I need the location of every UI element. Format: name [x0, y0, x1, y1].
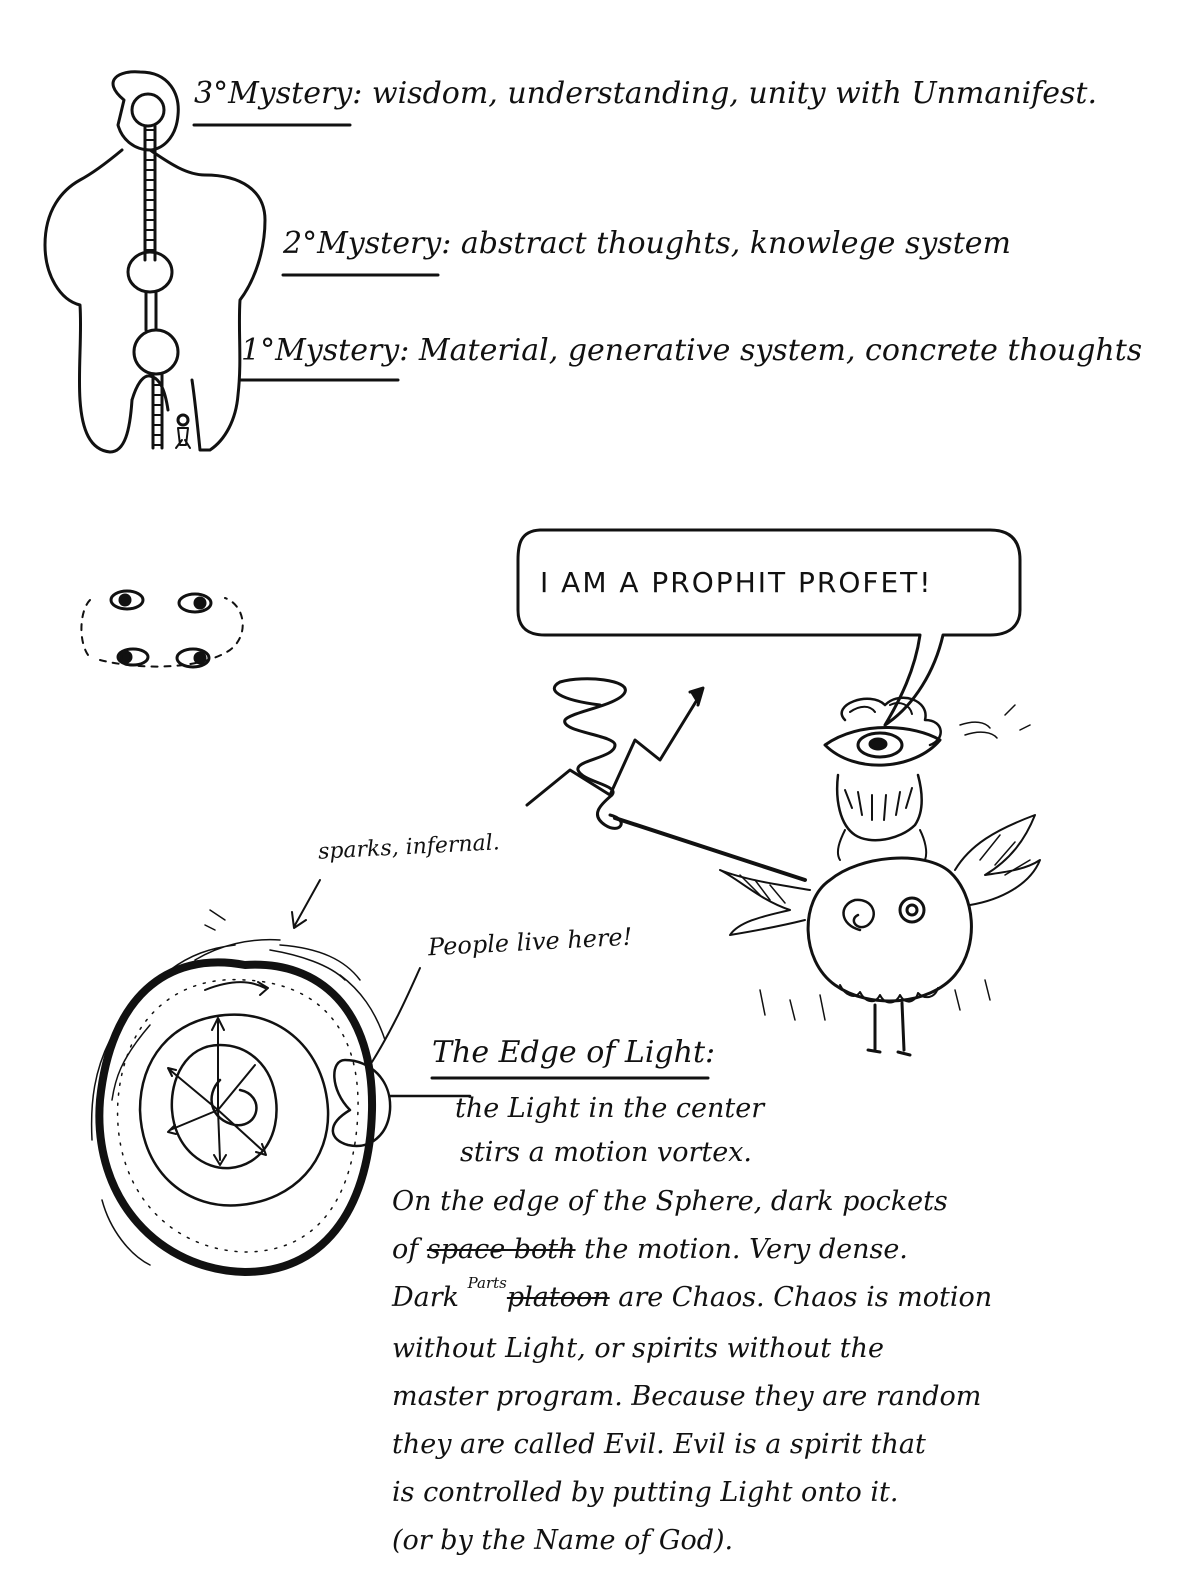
mystery-1-sep: :: [399, 333, 410, 368]
edge-of-light-title: The Edge of Light:: [432, 1035, 716, 1070]
mystery-2-name: Mystery: [317, 226, 442, 261]
edge-line-5-post: are Chaos. Chaos is motion: [609, 1282, 993, 1313]
vortex-arrow-doodle: [527, 679, 703, 829]
people-label: People live here!: [427, 922, 633, 962]
mystery-3-desc: wisdom, understanding, unity with Unmanifest.: [362, 76, 1098, 111]
edge-paragraph: [392, 1178, 1132, 1565]
edge-line-5: [392, 1274, 1132, 1325]
sparks-label: sparks, infernal.: [317, 830, 501, 865]
bird-prophet: [615, 698, 1040, 1055]
edge-line-3: On the edge of the Sphere, dark pockets: [392, 1186, 948, 1217]
mystery-2-desc: abstract thoughts, knowlege system: [451, 226, 1011, 261]
mystery-3-sep: :: [352, 76, 363, 111]
edge-line-5-strike: platoon: [506, 1282, 610, 1313]
edge-line-4-strike: space both: [426, 1234, 576, 1265]
speech-bubble-text: I AM A PROPHIT PROFET!: [540, 566, 933, 599]
edge-line-4: [392, 1226, 1132, 1274]
edge-line-5-insert: Parts: [467, 1274, 507, 1292]
mystery-1-level: 1°: [241, 333, 276, 368]
mystery-2-text: [283, 226, 1011, 261]
mystery-1-desc: Material, generative system, concrete thoughts: [409, 333, 1143, 368]
edge-line-8: they are called Evil. Evil is a spirit that: [392, 1429, 926, 1460]
mystery-1-name: Mystery: [275, 333, 400, 368]
edge-line-6: without Light, or spirits without the: [392, 1333, 884, 1364]
edge-line-9: is controlled by putting Light onto it.: [392, 1477, 899, 1508]
speech-bubble: [518, 530, 1020, 725]
edge-line-2: stirs a motion vortex.: [460, 1137, 752, 1168]
edge-line-4-pre: of: [392, 1234, 427, 1265]
mystery-2-level: 2°: [283, 226, 318, 261]
mystery-3-name: Mystery: [228, 76, 353, 111]
edge-line-1: the Light in the center: [455, 1093, 765, 1124]
edge-line-5-pre: Dark: [392, 1282, 468, 1313]
mystery-1-text: [241, 333, 1142, 368]
eyes-doodle: [81, 591, 242, 667]
mystery-2-sep: :: [441, 226, 452, 261]
mystery-3-text: [194, 76, 1097, 111]
edge-line-7: master program. Because they are random: [392, 1381, 982, 1412]
mystery-3-level: 3°: [194, 76, 229, 111]
human-figure: [45, 72, 265, 452]
edge-line-10: (or by the Name of God).: [392, 1525, 734, 1556]
edge-line-4-post: the motion. Very dense.: [575, 1234, 908, 1265]
